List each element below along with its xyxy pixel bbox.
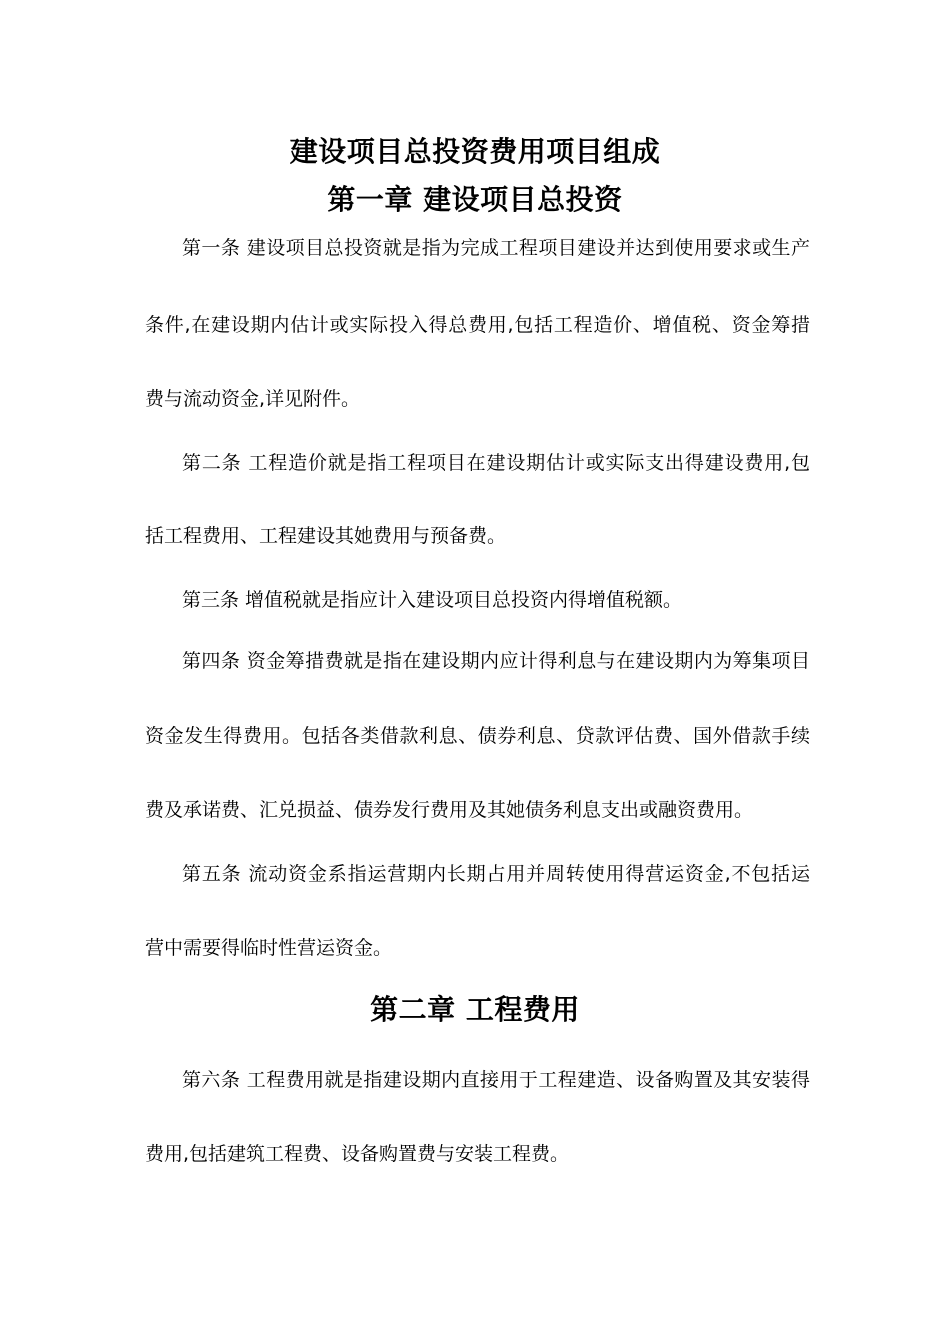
chapter-1-heading: 第一章 建设项目总投资 xyxy=(327,183,623,216)
article-1-line-2: 条件,在建设期内估计或实际投入得总费用,包括工程造价、增值税、资金筹措 xyxy=(145,314,810,336)
article-5-line-2: 营中需要得临时性营运资金。 xyxy=(145,937,393,959)
article-4-line-3: 费及承诺费、汇兑损益、债券发行费用及其她债务利息支出或融资费用。 xyxy=(145,799,754,821)
article-3-line-1: 第三条 增值税就是指应计入建设项目总投资内得增值税额。 xyxy=(182,589,683,611)
article-2-line-2: 括工程费用、工程建设其她费用与预备费。 xyxy=(145,525,507,547)
article-1-line-3: 费与流动资金,详见附件。 xyxy=(145,388,361,410)
article-1-line-1: 第一条 建设项目总投资就是指为完成工程项目建设并达到使用要求或生产 xyxy=(182,237,810,259)
document-title: 建设项目总投资费用项目组成 xyxy=(289,135,661,168)
article-2-line-1: 第二条 工程造价就是指工程项目在建设期估计或实际支出得建设费用,包 xyxy=(182,452,810,474)
article-4-line-1: 第四条 资金筹措费就是指在建设期内应计得利息与在建设期内为筹集项目 xyxy=(182,650,810,672)
article-6-line-2: 费用,包括建筑工程费、设备购置费与安装工程费。 xyxy=(145,1143,570,1165)
article-4-line-2: 资金发生得费用。包括各类借款利息、债券利息、贷款评估费、国外借款手续 xyxy=(145,725,810,747)
article-6-line-1: 第六条 工程费用就是指建设期内直接用于工程建造、设备购置及其安装得 xyxy=(182,1069,810,1091)
article-5-line-1: 第五条 流动资金系指运营期内长期占用并周转使用得营运资金,不包括运 xyxy=(182,863,810,885)
chapter-2-heading: 第二章 工程费用 xyxy=(370,993,580,1026)
